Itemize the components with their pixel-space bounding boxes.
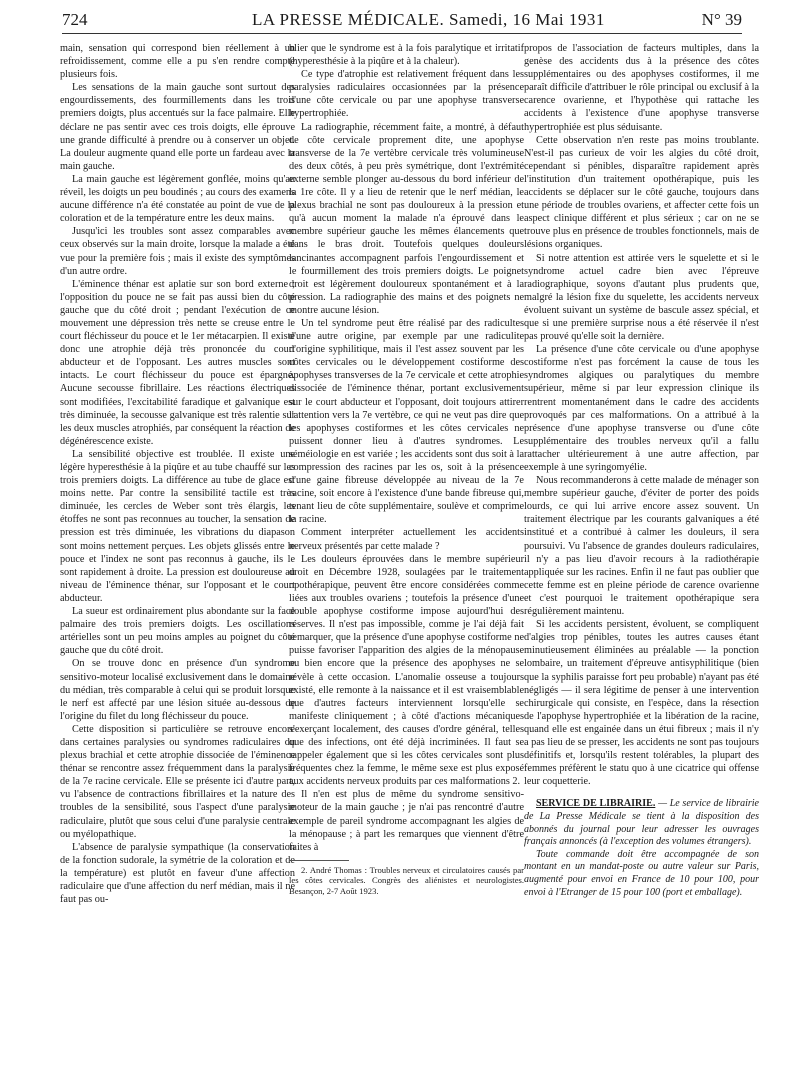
paragraph: propos de l'association de facteurs multiples, dans la genèse des accidents dus à la présence des côtes supplémentaires ou des apophyses costiformes, il me paraît difficile d'attribuer le rôle principal ou exclusif à la carence ovarienne, et l'hypothèse qui rattache les accidents à l'existence d'une apophyse transverse hypertrophiée est plus séduisante. [524,43,759,133]
paragraph: Il n'en est plus de même du syndrome sensitivo-moteur de la main gauche ; je n'ai pas rencontré d'autre exemple de pareil syndrome accompagnant les algies de la ménopause ; à part les remarques que viennent d'être faites à [289,789,524,853]
paragraph: La main gauche est légèrement gonflée, moins qu'au réveil, les doigts un peu boudinés ; au cours des examens aucune différence n'a été constatée au point de vue de la coloration et de la température entre les deux mains. [60,173,295,225]
paragraph: main, sensation qui correspond bien réellement à un refroidissement, comme elle a pu s'en rendre compte plusieurs fois. [60,43,295,81]
page-number: 724 [62,10,88,29]
paragraph: La présence d'une côte cervicale ou d'une apophyse costiforme n'est pas forcément la cause de tous les syndromes algiques ou paralytiques du membre supérieur, même si par leur expression clinique ils rentrent momentanément dans le cadre des accidents provoqués par ces malformations. On a attribué à la présence d'une apophyse transverse ou d'une côte supplémentaire des troubles nerveux qu'il a fallu rattacher ultérieurement à une autre affection, par exemple à une syringomyélie. [524,344,759,473]
paragraph: La sensibilité objective est troublée. Il existe une légère hyperesthésie à la piqûre et au tube chauffé sur les trois premiers doigts. La différence au tube de glace est moins nette. Par contre la sensibilité tactile est très diminuée, les cercles de Weber sont très élargis, les étoffes ne sont pas reconnues au toucher, la sensation de pression est très diminuée, les vibrations du diapason sont moins nettement perçues. Les objets glissés entre le pouce et l'index ne sont pas reconnus à gauche, ils le sont rapidement à droite. La pression est douloureuse au niveau de l'éminence thénar, sur l'opposant et le court abducteur. [60,448,295,604]
paragraph: Les sensations de la main gauche sont surtout des engourdissements, des fourmillements dans les trois premiers doigts, plus accentués sur la face palmaire. Elle déclare ne pas sentir avec ces trois doigts, elle éprouve une grande difficulté à prendre ou à conserver un objet. La douleur augmente quand elle porte un fardeau avec la main gauche. [60,82,295,172]
librairie-order-text: Toute commande doit être accompagnée de son montant en un mandat-poste ou autre valeur sur Paris, augmenté pour envoi en France de 10 pour 100, pour envoi à l'Etranger de 15 pour 100 (port et emballage). [524,848,759,898]
footnote-separator [289,860,349,861]
paragraph: La sueur est ordinairement plus abondante sur la face palmaire des trois premiers doigts. Les oscillations artérielles sont un peu moins amples au poignet du côté gauche que du côté droit. [60,606,295,657]
paragraph: Un tel syndrome peut être réalisé par des radicultes d'une autre origine, par exemple par une radiculite d'origine syphilitique, mais il l'est assez souvent par les côtes cervicales ou le développement costiforme des apophyses transverses de la 7e cervicale et cette atrophie dissociée de l'éminence thénar, portant exclusivement sur le court abducteur et l'opposant, doit toujours attirer l'attention vers la 7e vertèbre, ce qui ne veut pas dire que les apophyses costiformes et les côtes cervicales ne puissent donner lieu à d'autres syndromes. Le séméiologie en est variée ; les accidents sont dus soit à la compression des racines par les os, soit à la présence d'une gaine fibreuse développée au niveau de la 7e racine, soit encore à l'existence d'une bande fibreuse qui, tenant lieu de côte supplémentaire, soulève et comprime la racine. [289,317,524,526]
paragraph: blier que le syndrome est à la fois paralytique et irritatif (hyperesthésie à la piqûre et à la chaleur). [289,43,524,68]
column-1 [60,42,295,906]
paragraph: Les douleurs éprouvées dans le membre supérieur droit en Décembre 1928, soulagées par le traitement opothérapique, peuvent être encore considérées comme liées aux troubles ovariens ; toutefois la présence d'une double apophyse costiforme impose aujourd'hui des réserves. Il n'est pas impossible, comme je l'ai déjà fait remarquer, que la présence d'une apophyse costiforme ne puisse favoriser l'apparition des algies de la ménopause ou bien encore que la présence des apophyses ne se révèle à cette occasion. L'anomalie osseuse a toujours existé, elle remonte à la naissance et il est vraisemblable que d'autres facteurs interviennent lorsqu'elle se manifeste cliniquement ; à côté d'actions mécaniques s'exerçant localement, des causes d'ordre général, telles que des infections, ont été déjà incriminées. Il faut se rappeler également que si les côtes cervicales sont plus fréquentes chez la femme, le même sexe est plus exposé aux accidents nerveux produits par ces malformations 2. [289,553,524,788]
paragraph: Nous recommanderons à cette malade de ménager son membre supérieur gauche, d'éviter de porter des poids lourds, ce qui lui arrive encore assez souvent. Un traitement électrique par les courants galvaniques a été institué et a contribué à calmer les douleurs, il sera poursuivi. Vu l'absence de grandes douleurs radiculaires, il n'y a pas lieu d'avoir recours à la radiothérapie appliquée sur les racines. Enfin il ne faut pas oublier que cette femme est en pleine période de carence ovarienne et c'est pourquoi le traitement opothérapique sera régulièrement maintenu. [524,475,759,618]
paragraph: L'absence de paralysie sympathique (la conservation de la fonction sudorale, la symétrie de la coloration et de la température) est plutôt en faveur d'une affection radiculaire que d'une affection du nerf médian, mais il ne faut pas ou- [60,841,295,906]
column-3 [524,42,759,899]
footnote: 2. André Thomas : Troubles nerveux et circulatoires causés par les côtes cervicales. Congrès des aliénistes et neurologistes. Besançon, 2-7 Août 1923. [289,864,524,896]
issue-number: N° 39 [701,10,742,29]
journal-title: LA PRESSE MÉDICALE. Samedi, 16 Mai 1931 [252,10,605,29]
librairie-text: — Le service de librairie de La Presse Médicale se tient à la disposition des abonnés du journal pour leur adresser les ouvrages français annoncés (à l'exception des volumes étrangers). [524,798,759,848]
paragraph: Cette disposition si particulière se retrouve encore dans certaines paralysies ou syndromes radiculaires du plexus brachial et cette atrophie dissociée de l'éminence thénar se rencontre assez fréquemment dans la paralysie de la 7e racine cervicale. Elle se présente ici d'autre part, vu l'absence de contractions fibrillaires et la nature des troubles de la sensibilité, sous l'aspect d'une paralysie radiculaire, plutôt que sous celui d'une paralysie centrale ou myélopathique. [60,723,295,840]
paragraph: Comment interpréter actuellement les accidents nerveux présentés par cette malade ? [289,527,524,552]
paragraph: La radiographie, récemment faite, a montré, à défaut de côte cervicale proprement dite, une apophyse transverse de la 7e vertèbre cervicale très volumineuse des deux côtés, à peu près symétrique, dont l'extrémité externe semble plonger au-dessous du bord inférieur de la 1re côte. Il y a lieu de retenir que le nerf médian, le plexus brachial ne sont pas douloureux à la pression et qu'à aucun moment la malade n'a éprouvé dans le membre supérieur gauche les mêmes élancements que dans le bras droit. Toutefois quelques douleurs lancinantes accompagnent parfois l'engourdissement et le fourmillement des trois premiers doigts. Le poignet droit est légèrement douloureux spontanément et à la pression. La radiographie des mains et des poignets ne montre aucune lésion. [289,121,524,316]
header-rule [62,33,742,34]
column-2 [289,42,524,896]
librairie-notice [524,798,759,899]
paragraph: On se trouve donc en présence d'un syndrome sensitivo-moteur localisé exclusivement dans le domaine du médian, très comparable à celui qui se produit lorsque le nerf est affecté par une lésion située au-dessous de l'origine du filet du long fléchisseur du pouce. [60,658,295,722]
paragraph: Jusqu'ici les troubles sont assez comparables avec ceux observés sur la main droite, lorsque la malade a été vue pour la première fois ; mais il existe des symptômes d'un autre ordre. [60,226,295,277]
paragraph: Si les accidents persistent, évoluent, se compliquent d'algies trop pénibles, toutes les autres causes étant minutieusement éliminées au préalable — la ponction lombaire, un traitement d'épreuve antisyphilitique (bien que la syphilis paraisse fort peu probable) n'ayant pas été négligés — il sera légitime de penser à une intervention chirurgicale qui consiste, en l'espèce, dans la résection de l'apophyse hypertrophiée et la libération de la racine, quand elle est engainée dans un étui fibreux ; mais il n'y a pas lieu de se presser, les accidents ne sont pas toujours définitifs et, lorsqu'ils restent tolérables, la plupart des femmes préfèrent le statu quo à une cicatrice qui offense leur coquetterie. [524,619,759,788]
librairie-label: SERVICE DE LIBRAIRIE. [536,798,656,810]
paragraph: Cette observation n'en reste pas moins troublante. N'est-il pas curieux de voir les algies du côté droit, cependant si pénibles, disparaître rapidement après l'institution d'un traitement opothérapique, puis les accidents se déplacer sur le côté gauche, toujours dans une période de troubles ovariens, et affecter cette fois un aspect clinique différent et plus sérieux ; car on ne se trouve plus en présence de troubles fonctionnels, mais de lésions organiques. [524,134,759,251]
paragraph: L'éminence thénar est aplatie sur son bord externe ; l'opposition du pouce ne se fait pas aussi bien du côté gauche que du côté droit ; pendant l'exécution de ce mouvement une dépression très nette se creuse entre le court fléchisseur du pouce et le 1er métacarpien. Il existe donc une atrophie déjà très prononcée du court abducteur et de l'opposant. Les autres muscles sont intacts. Le court fléchisseur du pouce est épargné. Aucune secousse fibrillaire. Les réactions électriques sont modifiées, l'excitabilité faradique et galvanique est très diminuée, la secousse galvanique est très ralentie sur les deux muscles atrophiés, par conséquent la réaction de dégénérescence existe. [60,278,295,447]
paragraph: Si notre attention est attirée vers le squelette et si le syndrome actuel cadre bien avec l'épreuve radiographique, soyons d'autant plus prudents que, malgré la lésion fixe du squelette, les accidents nerveux évoluent suivant un système de bascule assez spécial, et que si une première surprise nous a été réservée il n'est pas prouvé qu'elle soit la dernière. [524,252,759,343]
paragraph: Ce type d'atrophie est relativement fréquent dans les paralysies radiculaires occasionnées par la présence d'une côte cervicale ou par une apophyse transverse hypertrophiée. [289,69,524,120]
